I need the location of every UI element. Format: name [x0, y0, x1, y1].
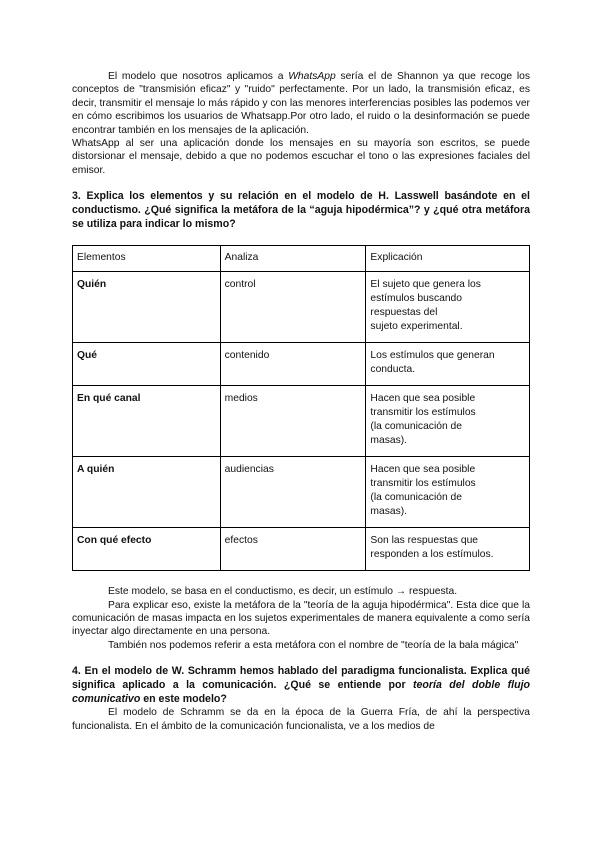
cell-elemento: A quién — [73, 457, 221, 528]
table-header-row — [73, 246, 530, 272]
explicacion-line: Hacen que sea posible — [370, 393, 476, 405]
intro-paragraph-2: WhatsApp al ser una aplicación donde los mensajes en su mayoría son escritos, se puede distorsionar el mensaje, debido a que no podemos escuchar el tono o las expresiones faciales del emisor. — [72, 138, 530, 176]
explicacion-line: Son las respuestas que — [370, 535, 479, 547]
explicacion-line: conducta. — [370, 364, 416, 376]
header-explicacion: Explicación — [366, 246, 530, 272]
cell-explicacion — [366, 343, 530, 386]
schramm-paragraph: El modelo de Schramm se da en la época de la Guerra Fría, de ahí la perspectiva funcionalista. En el ámbito de la comunicación funcionalista, ve a los medios de — [72, 707, 530, 732]
cell-elemento: Quién — [73, 272, 221, 343]
cell-explicacion — [366, 457, 530, 528]
header-analiza: Analiza — [220, 246, 366, 272]
question-4-text: 4. En el modelo de W. Schramm hemos hablado del paradigma funcionalista. Explica qué significa aplicado a la comunicación. ¿Qué se entiende por — [72, 665, 530, 692]
intro-text: El modelo que nosotros aplicamos a — [108, 71, 289, 82]
aguja-paragraph: Para explicar eso, existe la metáfora de la "teoría de la aguja hipodérmica". Esta dice que la comunicación de masas impacta en los sujetos experimentales de manera equivalente a como sería inyectar algo directamente en una persona. — [72, 599, 530, 638]
table-row — [73, 457, 530, 528]
intro-paragraph — [72, 70, 530, 137]
explicacion-line: (la comunicación de — [370, 421, 462, 433]
question-4-heading — [72, 664, 530, 706]
explicacion-line: respuestas del — [370, 307, 438, 319]
cell-elemento: Qué — [73, 343, 221, 386]
cell-explicacion — [366, 528, 530, 571]
bala-magica-paragraph: También nos podemos referir a esta metáfora con el nombre de "teoría de la bala mágica" — [108, 639, 519, 651]
lasswell-table — [72, 245, 530, 571]
cell-analiza: audiencias — [220, 457, 366, 528]
explicacion-line: Hacen que sea posible — [370, 464, 476, 476]
explicacion-line: El sujeto que genera los — [370, 279, 481, 291]
explicacion-line: sujeto experimental. — [370, 321, 463, 333]
explicacion-line: masas). — [370, 506, 408, 518]
cell-analiza: medios — [220, 386, 366, 457]
explicacion-line: Los estímulos que generan — [370, 350, 495, 362]
cell-analiza: control — [220, 272, 366, 343]
table-row — [73, 343, 530, 386]
explicacion-line: estímulos buscando — [370, 293, 463, 305]
cell-elemento: En qué canal — [73, 386, 221, 457]
explicacion-line: masas). — [370, 435, 408, 447]
whatsapp-italic: WhatsApp — [288, 71, 336, 82]
explicacion-line: (la comunicación de — [370, 492, 462, 504]
cell-analiza: efectos — [220, 528, 366, 571]
header-elementos: Elementos — [73, 246, 221, 272]
document-page — [72, 70, 530, 733]
cell-elemento: Con qué efecto — [73, 528, 221, 571]
cell-explicacion — [366, 272, 530, 343]
conductismo-paragraph: Este modelo, se basa en el conductismo, es decir, un estímulo → respuesta. — [108, 586, 458, 598]
cell-explicacion — [366, 386, 530, 457]
question-4-italic: teoría del doble flujo comunicativo — [72, 679, 530, 706]
explicacion-line: transmitir los estímulos — [370, 407, 476, 419]
intro-text-continued: sería el de Shannon ya que recoge los conceptos de "transmisión eficaz" y "ruido" perfectamente. Por un lado, la transmisión eficaz, es decir, transmitir el mensaje lo más rápido y con las menores interferencias posibles las podemos ver en cómo escribimos los usuarios de Whatsapp.Por otro lado, el ruido o la desinformación se puede encontrar también en los mensajes de la aplicación. — [72, 71, 530, 136]
table-row — [73, 272, 530, 343]
table-row — [73, 528, 530, 571]
table-row — [73, 386, 530, 457]
explicacion-line: transmitir los estímulos — [370, 478, 476, 490]
question-3-heading: 3. Explica los elementos y su relación en el modelo de H. Lasswell basándote en el conductismo. ¿Qué significa la metáfora de la “aguja hipodérmica”? y ¿qué otra metáfora se utiliza para indicar lo mismo? — [72, 190, 530, 231]
cell-analiza: contenido — [220, 343, 366, 386]
explicacion-line: responden a los estímulos. — [370, 549, 494, 561]
question-4-text-end: en este modelo? — [140, 693, 227, 706]
